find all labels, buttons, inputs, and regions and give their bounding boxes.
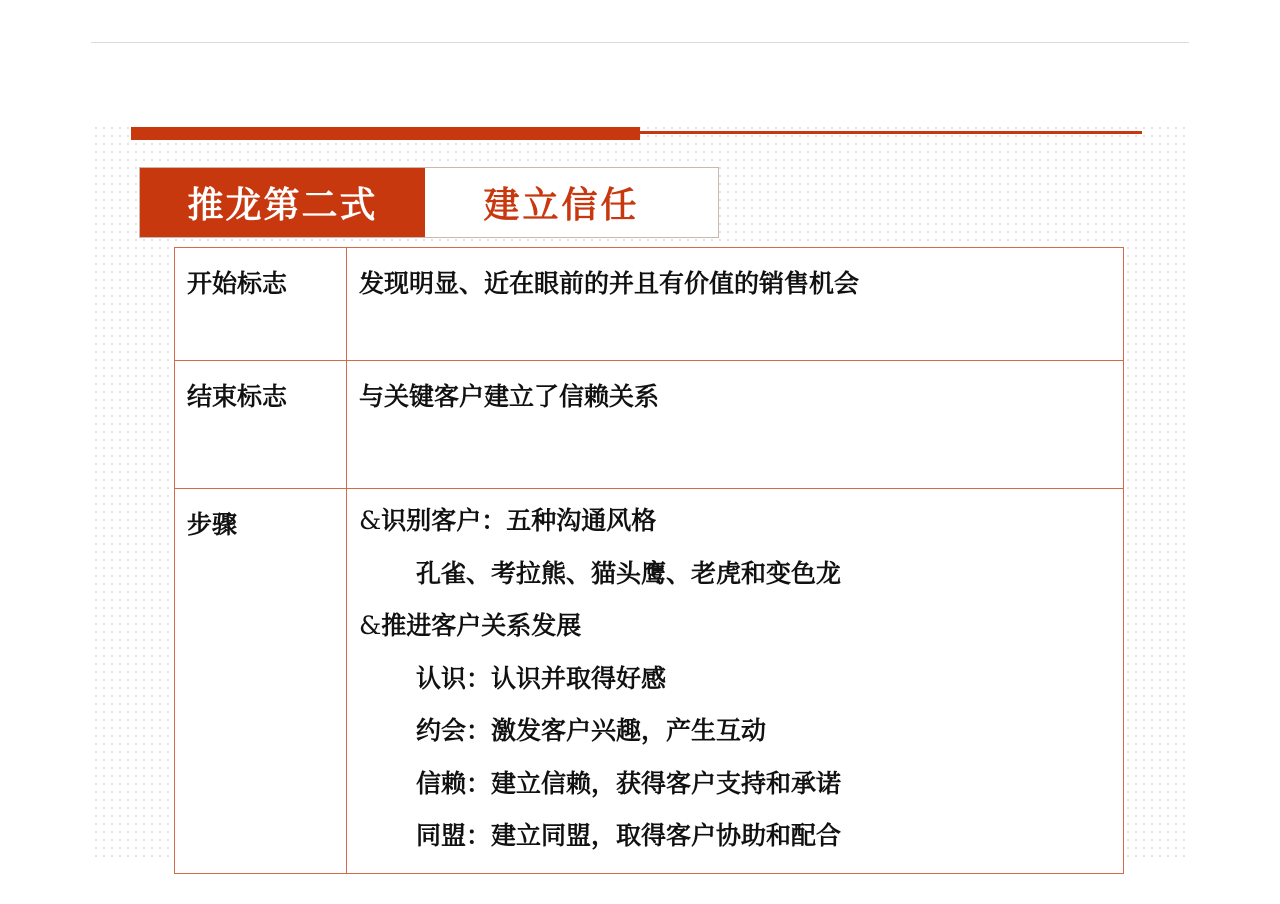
bullet-icon: & xyxy=(359,611,382,640)
header-bar-thick xyxy=(131,127,640,140)
step-text: 孔雀、考拉熊、猫头鹰、老虎和变色龙 xyxy=(416,558,842,588)
row-content-start: 发现明显、近在眼前的并且有价值的销售机会 xyxy=(347,248,1124,361)
table-row-steps xyxy=(175,489,1124,874)
info-table xyxy=(174,247,1124,874)
step-subitem xyxy=(359,820,1123,873)
table-row-end xyxy=(175,361,1124,489)
step-item xyxy=(359,505,1123,558)
header-bar-thin xyxy=(640,131,1142,134)
table-row-start xyxy=(175,248,1124,361)
step-subitem xyxy=(359,715,1123,768)
row-content-end: 与关键客户建立了信赖关系 xyxy=(347,361,1124,489)
step-text: 约会：激发客户兴趣，产生互动 xyxy=(416,716,767,745)
step-item xyxy=(359,610,1123,663)
row-label-start: 开始标志 xyxy=(175,248,347,361)
step-subitem xyxy=(359,663,1123,716)
step-text: 信赖：建立信赖，获得客户支持和承诺 xyxy=(416,768,842,798)
step-text: 识别客户：五种沟通风格 xyxy=(381,506,657,535)
step-text: 同盟：建立同盟，取得客户协助和配合 xyxy=(416,821,842,850)
step-text: 认识：认识并取得好感 xyxy=(416,663,667,693)
step-subitem xyxy=(359,558,1123,611)
title-right-label: 建立信任 xyxy=(483,185,640,226)
title-left-label: 推龙第二式 xyxy=(140,168,425,237)
bullet-icon: & xyxy=(359,506,382,535)
page-top-rule xyxy=(91,42,1189,43)
row-content-steps xyxy=(347,489,1124,874)
step-text: 推进客户关系发展 xyxy=(381,611,582,640)
row-label-end: 结束标志 xyxy=(175,361,347,489)
step-subitem xyxy=(359,768,1123,821)
slide-title xyxy=(139,167,719,238)
row-label-steps: 步骤 xyxy=(175,489,347,874)
